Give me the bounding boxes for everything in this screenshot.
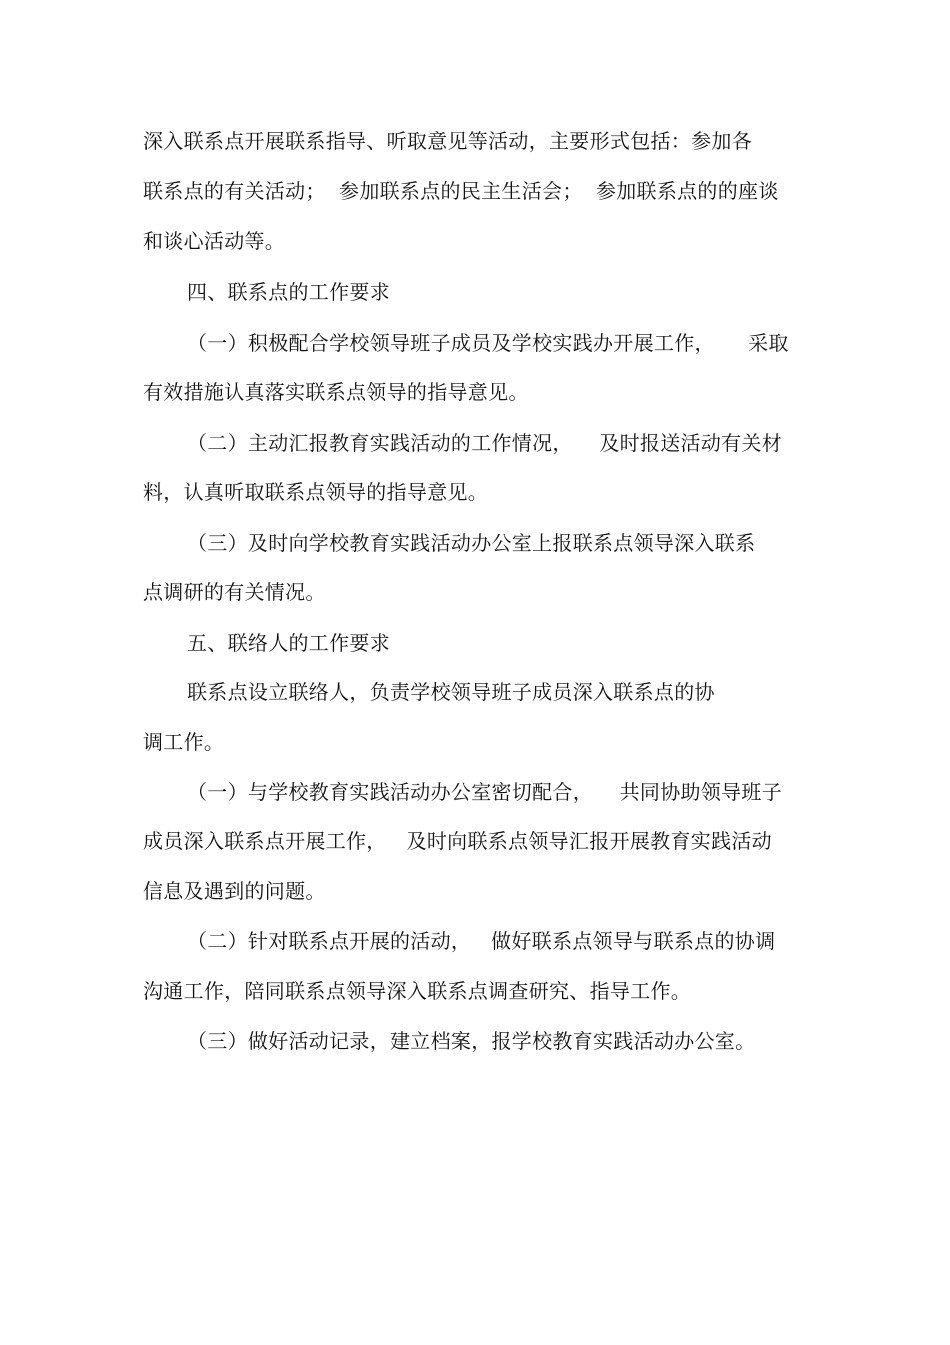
paragraph-line: 联系点的有关活动； 参加联系点的民主生活会； 参加联系点的的座谈 xyxy=(143,179,779,203)
paragraph-line: 沟通工作，陪同联系点领导深入联系点调查研究、指导工作。 xyxy=(143,979,692,1003)
paragraph-line: 调工作。 xyxy=(143,730,225,754)
paragraph-line: 联系点设立联络人，负责学校领导班子成员深入联系点的协 xyxy=(187,680,715,704)
paragraph-line: （二）主动汇报教育实践活动的工作情况， 及时报送活动有关材 xyxy=(187,431,783,455)
paragraph-line: （三）及时向学校教育实践活动办公室上报联系点领导深入联系 xyxy=(187,531,756,555)
paragraph-line: （二）针对联系点开展的活动， 做好联系点领导与联系点的协调 xyxy=(187,929,776,953)
section-heading: 四、联系点的工作要求 xyxy=(187,280,390,304)
paragraph-line: 信息及遇到的问题。 xyxy=(143,879,326,903)
paragraph-line: 深入联系点开展联系指导、听取意见等活动，主要形式包括：参加各 xyxy=(143,129,752,153)
paragraph-line: 成员深入联系点开展工作， 及时向联系点领导汇报开展教育实践活动 xyxy=(143,829,772,853)
paragraph-line: （一）与学校教育实践活动办公室密切配合， 共同协助领导班子 xyxy=(187,780,783,804)
paragraph-line: 点调研的有关情况。 xyxy=(143,580,326,604)
paragraph-line: （三）做好活动记录，建立档案，报学校教育实践活动办公室。 xyxy=(187,1029,756,1053)
paragraph-line: 有效措施认真落实联系点领导的指导意见。 xyxy=(143,380,529,404)
section-heading: 五、联络人的工作要求 xyxy=(187,631,390,655)
paragraph-line: 和谈心活动等。 xyxy=(143,229,286,253)
paragraph-line: （一）积极配合学校领导班子成员及学校实践办开展工作， 采取 xyxy=(187,331,789,355)
paragraph-line: 料，认真听取联系点领导的指导意见。 xyxy=(143,480,489,504)
